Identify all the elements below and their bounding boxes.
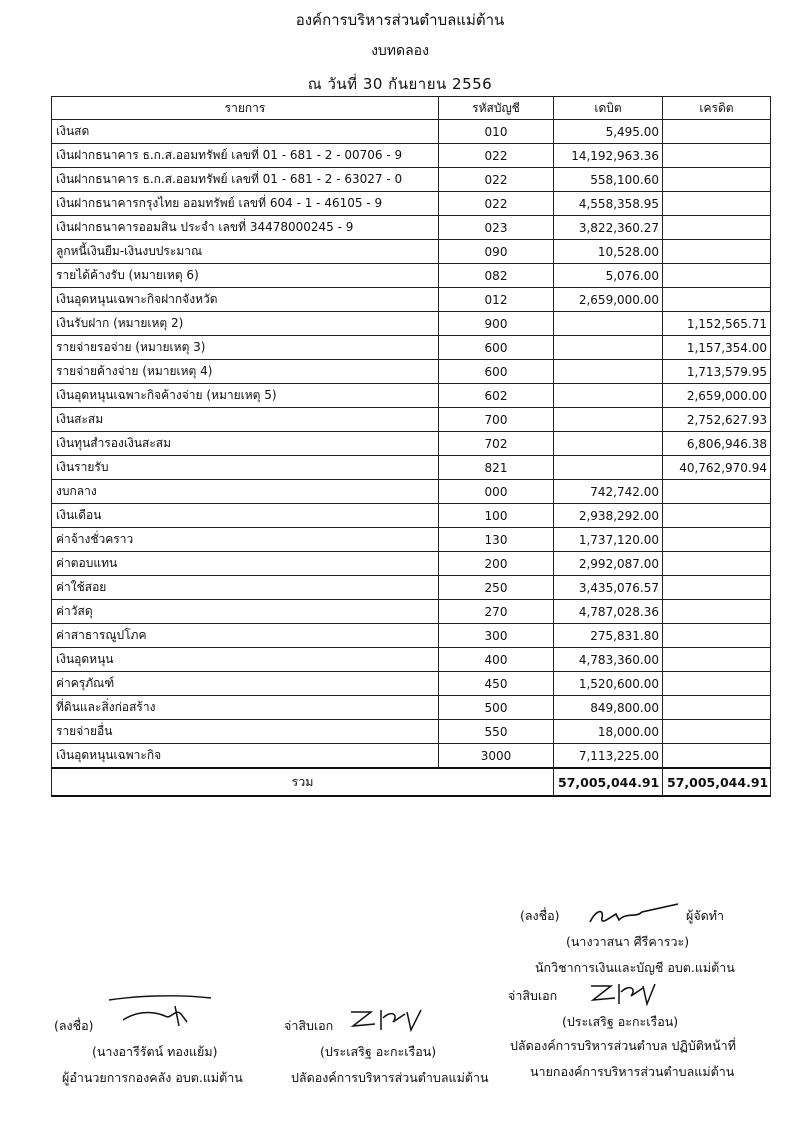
row-credit: 6,806,946.38 xyxy=(663,432,771,456)
row-credit xyxy=(663,600,771,624)
row-account-code: 200 xyxy=(439,552,554,576)
row-debit: 2,938,292.00 xyxy=(554,504,663,528)
table-row xyxy=(52,696,771,720)
row-item: เงินฝากธนาคารกรุงไทย ออมทรัพย์ เลขที่ 604 - 1 - 46105 - 9 xyxy=(52,192,439,216)
sergeant-rank-right: จ่าสิบเอก xyxy=(508,988,558,1003)
row-account-code: 022 xyxy=(439,168,554,192)
row-credit xyxy=(663,672,771,696)
row-account-code: 450 xyxy=(439,672,554,696)
row-debit xyxy=(554,384,663,408)
row-item: รายจ่ายอื่น xyxy=(52,720,439,744)
row-debit: 1,737,120.00 xyxy=(554,528,663,552)
row-credit xyxy=(663,240,771,264)
column-header-code: รหัสบัญชี xyxy=(439,97,554,120)
row-debit xyxy=(554,408,663,432)
row-credit xyxy=(663,624,771,648)
row-account-code: 3000 xyxy=(439,744,554,769)
row-credit: 40,762,970.94 xyxy=(663,456,771,480)
row-credit: 2,659,000.00 xyxy=(663,384,771,408)
row-credit xyxy=(663,528,771,552)
table-row xyxy=(52,504,771,528)
row-account-code: 500 xyxy=(439,696,554,720)
row-credit xyxy=(663,120,771,144)
row-debit: 5,495.00 xyxy=(554,120,663,144)
row-account-code: 090 xyxy=(439,240,554,264)
table-row xyxy=(52,312,771,336)
table-row xyxy=(52,600,771,624)
total-row xyxy=(52,768,771,796)
row-credit xyxy=(663,288,771,312)
row-item: เงินอุดหนุนเฉพาะกิจค้างจ่าย (หมายเหตุ 5) xyxy=(52,384,439,408)
row-debit: 18,000.00 xyxy=(554,720,663,744)
row-debit: 275,831.80 xyxy=(554,624,663,648)
row-account-code: 000 xyxy=(439,480,554,504)
table-row xyxy=(52,168,771,192)
table-row xyxy=(52,384,771,408)
row-item: เงินรับฝาก (หมายเหตุ 2) xyxy=(52,312,439,336)
table-row xyxy=(52,408,771,432)
table-row xyxy=(52,432,771,456)
row-credit xyxy=(663,264,771,288)
row-debit: 10,528.00 xyxy=(554,240,663,264)
table-row xyxy=(52,552,771,576)
row-account-code: 022 xyxy=(439,144,554,168)
row-account-code: 400 xyxy=(439,648,554,672)
row-credit xyxy=(663,744,771,769)
table-row xyxy=(52,456,771,480)
row-account-code: 300 xyxy=(439,624,554,648)
row-credit xyxy=(663,576,771,600)
row-debit xyxy=(554,312,663,336)
deputy-acting-position-1: ปลัดองค์การบริหารส่วนตำบล ปฏิบัติหน้าที่ xyxy=(510,1038,736,1053)
preparer-role: ผู้จัดทำ xyxy=(686,908,725,923)
row-account-code: 821 xyxy=(439,456,554,480)
table-row xyxy=(52,576,771,600)
deputy-acting-position-2: นายกองค์การบริหารส่วนตำบลแม่ต้าน xyxy=(530,1064,735,1079)
column-header-item: รายการ xyxy=(52,97,439,120)
row-debit: 3,435,076.57 xyxy=(554,576,663,600)
row-item: เงินเดือน xyxy=(52,504,439,528)
row-item: รายจ่ายรอจ่าย (หมายเหตุ 3) xyxy=(52,336,439,360)
row-account-code: 100 xyxy=(439,504,554,528)
row-debit: 558,100.60 xyxy=(554,168,663,192)
table-row xyxy=(52,264,771,288)
row-item: เงินทุนสำรองเงินสะสม xyxy=(52,432,439,456)
row-item: เงินฝากธนาคาร ธ.ก.ส.ออมทรัพย์ เลขที่ 01 - 681 - 2 - 00706 - 9 xyxy=(52,144,439,168)
row-item: ค่าใช้สอย xyxy=(52,576,439,600)
row-credit xyxy=(663,696,771,720)
total-label: รวม xyxy=(52,768,554,796)
row-credit xyxy=(663,144,771,168)
row-item: เงินอุดหนุนเฉพาะกิจ xyxy=(52,744,439,769)
row-debit: 7,113,225.00 xyxy=(554,744,663,769)
row-item: รายจ่ายค้างจ่าย (หมายเหตุ 4) xyxy=(52,360,439,384)
deputy-signature xyxy=(345,1004,430,1034)
table-row xyxy=(52,480,771,504)
row-debit: 5,076.00 xyxy=(554,264,663,288)
row-account-code: 602 xyxy=(439,384,554,408)
document-title: งบทดลอง xyxy=(371,43,429,59)
row-credit xyxy=(663,216,771,240)
row-debit xyxy=(554,456,663,480)
finance-director-name: (นางอารีรัตน์ ทองแย้ม) xyxy=(92,1044,218,1059)
preparer-position: นักวิชาการเงินและบัญชี อบต.แม่ต้าน xyxy=(535,960,735,975)
finance-director-position: ผู้อำนวยการกองคลัง อบต.แม่ต้าน xyxy=(62,1070,243,1085)
row-item: ค่าตอบแทน xyxy=(52,552,439,576)
row-account-code: 010 xyxy=(439,120,554,144)
row-credit xyxy=(663,504,771,528)
row-item: ที่ดินและสิ่งก่อสร้าง xyxy=(52,696,439,720)
row-account-code: 600 xyxy=(439,360,554,384)
row-item: เงินฝากธนาคาร ธ.ก.ส.ออมทรัพย์ เลขที่ 01 - 681 - 2 - 63027 - 0 xyxy=(52,168,439,192)
table-row xyxy=(52,720,771,744)
preparer-sign-label: (ลงชื่อ) xyxy=(520,908,560,923)
row-item: ลูกหนี้เงินยืม-เงินงบประมาณ xyxy=(52,240,439,264)
row-debit: 849,800.00 xyxy=(554,696,663,720)
row-credit: 1,713,579.95 xyxy=(663,360,771,384)
row-debit: 2,992,087.00 xyxy=(554,552,663,576)
table-header-row xyxy=(52,97,771,120)
row-debit xyxy=(554,360,663,384)
row-account-code: 022 xyxy=(439,192,554,216)
deputy-position: ปลัดองค์การบริหารส่วนตำบลแม่ต้าน xyxy=(291,1070,489,1085)
row-item: รายได้ค้างรับ (หมายเหตุ 6) xyxy=(52,264,439,288)
row-credit: 1,152,565.71 xyxy=(663,312,771,336)
row-account-code: 600 xyxy=(439,336,554,360)
row-item: งบกลาง xyxy=(52,480,439,504)
table-row xyxy=(52,360,771,384)
trial-balance-table xyxy=(51,96,771,797)
row-item: เงินสด xyxy=(52,120,439,144)
deputy-name: (ประเสริฐ อะกะเรือน) xyxy=(320,1044,437,1059)
row-item: ค่าวัสดุ xyxy=(52,600,439,624)
table-row xyxy=(52,528,771,552)
row-debit xyxy=(554,432,663,456)
table-row xyxy=(52,624,771,648)
table-row xyxy=(52,216,771,240)
deputy-acting-signature xyxy=(585,978,665,1008)
row-debit xyxy=(554,336,663,360)
organization-name: องค์การบริหารส่วนตำบลแม่ต้าน xyxy=(295,11,505,29)
finance-director-signature xyxy=(105,990,215,1032)
table-row xyxy=(52,336,771,360)
row-credit xyxy=(663,648,771,672)
row-credit xyxy=(663,480,771,504)
deputy-acting-name: (ประเสริฐ อะกะเรือน) xyxy=(562,1014,679,1029)
preparer-name: (นางวาสนา ศีรีคารวะ) xyxy=(566,934,690,949)
row-item: ค่าสาธารณูปโภค xyxy=(52,624,439,648)
total-credit: 57,005,044.91 xyxy=(663,768,771,796)
row-account-code: 700 xyxy=(439,408,554,432)
row-account-code: 023 xyxy=(439,216,554,240)
row-credit xyxy=(663,168,771,192)
row-debit: 1,520,600.00 xyxy=(554,672,663,696)
table-row xyxy=(52,672,771,696)
row-debit: 3,822,360.27 xyxy=(554,216,663,240)
table-row xyxy=(52,192,771,216)
row-account-code: 702 xyxy=(439,432,554,456)
row-debit: 4,558,358.95 xyxy=(554,192,663,216)
row-credit xyxy=(663,192,771,216)
table-row xyxy=(52,744,771,769)
table-row xyxy=(52,120,771,144)
total-debit: 57,005,044.91 xyxy=(554,768,663,796)
row-credit: 1,157,354.00 xyxy=(663,336,771,360)
row-debit: 2,659,000.00 xyxy=(554,288,663,312)
as-of-date: ณ วันที่ 30 กันยายน 2556 xyxy=(307,75,493,93)
table-body xyxy=(52,120,771,769)
row-item: เงินอุดหนุน xyxy=(52,648,439,672)
column-header-debit: เดบิต xyxy=(554,97,663,120)
table-row xyxy=(52,288,771,312)
row-item: เงินฝากธนาคารออมสิน ประจำ เลขที่ 34478000245 - 9 xyxy=(52,216,439,240)
row-account-code: 012 xyxy=(439,288,554,312)
row-account-code: 550 xyxy=(439,720,554,744)
row-credit: 2,752,627.93 xyxy=(663,408,771,432)
column-header-credit: เครดิต xyxy=(663,97,771,120)
row-item: เงินสะสม xyxy=(52,408,439,432)
deputy-rank: จ่าสิบเอก xyxy=(284,1018,334,1033)
table-row xyxy=(52,144,771,168)
row-account-code: 900 xyxy=(439,312,554,336)
row-credit xyxy=(663,552,771,576)
table-row xyxy=(52,240,771,264)
finance-director-sign-label: (ลงชื่อ) xyxy=(54,1018,94,1033)
row-credit xyxy=(663,720,771,744)
row-account-code: 130 xyxy=(439,528,554,552)
row-item: เงินรายรับ xyxy=(52,456,439,480)
row-debit: 742,742.00 xyxy=(554,480,663,504)
row-item: เงินอุดหนุนเฉพาะกิจฝากจังหวัด xyxy=(52,288,439,312)
row-account-code: 270 xyxy=(439,600,554,624)
row-item: ค่าครุภัณฑ์ xyxy=(52,672,439,696)
row-debit: 14,192,963.36 xyxy=(554,144,663,168)
table-row xyxy=(52,648,771,672)
row-debit: 4,787,028.36 xyxy=(554,600,663,624)
preparer-signature xyxy=(586,900,681,930)
row-account-code: 250 xyxy=(439,576,554,600)
row-item: ค่าจ้างชั่วคราว xyxy=(52,528,439,552)
row-debit: 4,783,360.00 xyxy=(554,648,663,672)
row-account-code: 082 xyxy=(439,264,554,288)
